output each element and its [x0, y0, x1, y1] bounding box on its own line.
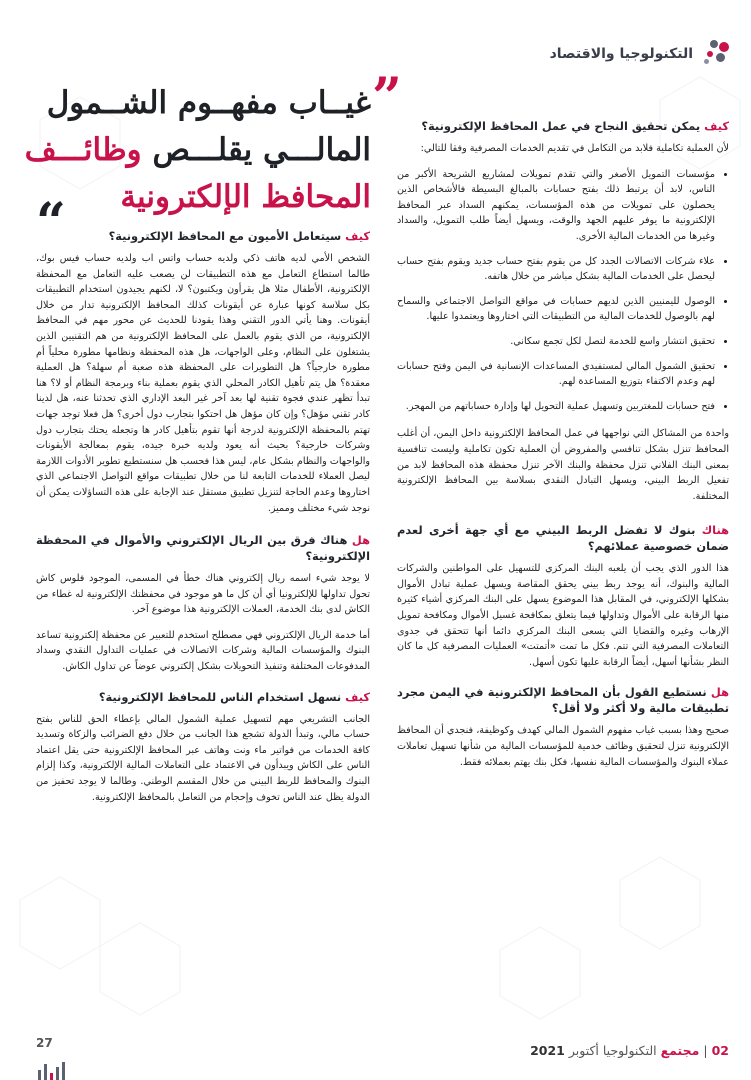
footer-name: التكنولوجيا	[602, 1043, 657, 1058]
title-line-2b: وظائـــف	[24, 132, 142, 168]
paragraph: لا يوجد شيء اسمه ريال إلكتروني هناك خطأ في المسمى، الموجود فلوس كاش تحول تداولها للإلكترونيا أي أن كل ما هو موجود في محفظتك الإلكترونية له غطاء من الكاش لدى بنك الخدمة، العملات الإلكترونية هذا موضوع آخر.	[36, 573, 370, 616]
paragraph: الشخص الأمي لديه هاتف ذكي ولديه حساب واتس اب ولديه حساب فيس بوك، طالما استطاع التعامل مع هذه التطبيقات لن يصعب عليه التعامل مع المحفظة الإلكترونية، الأطفال مثلا هل يقرأون ويكتبون؟ لا، لكنهم يجيدون استخدام التطبيقات بكل سلاسة كونها عبارة عن أيقونات كذلك المحافظ الإلكترونية تدار من خلال أيقونات. وهنا يأتي الدور التقني وهذا يقودنا للحديث عن محور مهم في المحافظ الإلكترونية، من الذي يقوم بالعمل على المحافظ الإلكترونية من هم التقنيين الذين يشتغلون على النظام، وعلى الواجهات، هل هذه المحفظة ونظامها مطورة محلياً أم مطورة خارجياً؟ هل التطويرات على المحفظة هذه صعبة أم سهلة؟ هل العملية معقدة؟ هل يتم تأهيل الكادر المحلي الذي يقوم بعملية بناء وبرمجة النظام أو لا؟ هنا تبدأ تظهر عندي فجوة تقنية لها بعد آخر غير البعد الإداري الذي تحدثنا عنه، هل لدينا كادر تقني مؤهل؟ وإن كان مؤهل هل احتكوا بتجارب دول أخرى؟ هل فعلا توجد جهات تهتم بالمحفظة الإلكترونية لدرجة أنها تقوم بتأهيل كادر ها وتجعله يحتك بتجارب دول وشركات خارجية؟ بحيث أنه يعود ولديه خبرة جيده، يقوم بمعالجة الأيقونات والواجهات والنظام بشكل عام، ليس هذا فحسب هل سنستطيع تطوير الأدوات اللازمة ليصل العملاء للخدمات التابعة لنا من خلال تطبيقات مواقع التواصل الاجتماعي الذي اختاروها وعدم الحاجة لتنزيل تطبيق مستقل عند الإجابة على هذه التساؤلات يمكن أن نوجد شيء مختلف ومميز.	[36, 253, 370, 514]
paragraph: لأن العملية تكاملية فلابد من التكامل في تقديم الخدمات المصرفية وفقا للتالي:	[420, 143, 729, 154]
section-title: التكنولوجيا والاقتصاد	[549, 46, 693, 62]
bullet-list	[397, 167, 729, 415]
title-line-1: غيــاب مفهــوم الشــمول	[46, 85, 371, 121]
paragraph: صحيح وهذا بسبب غياب مفهوم الشمول المالي كهدف وكوظيفة، فنجدي أن المحافظ الإلكترونية تنزل لتحقيق وظائف خدمية للمؤسسات المالية من شأنها تسهيل تعاملات عملاء البنوك والمؤسسات المالية نفسها، فكل بنك يهتم بعملائه فقط.	[397, 725, 729, 768]
paragraph: هذا الدور الذي يجب أن يلعبه البنك المركزي للتسهيل على المواطنين والشركات المالية والبنوك، أنه يوجد ربط بيني يحقق المقاصة ويسهل عملية تبادل الأموال بشكلها الإلكتروني، في المقابل هذا الموضوع يسهل على البنك المركزي أشياء كثيرة منها الرقابة على الأموال وتداولها فيما يتعلق بمكافحة غسيل الأموال ومكافحة تمويل الإرهاب وغيره والقضايا التي يسعى البنك المركزي دائما أنها تتحقق في جدوى التعاملات المصرفية التي تتم. فكل ما تمت «أتمتت» العمليات المصرفية كل ما كان النظر بشأنها أسهل، أيضاً الرقابة عليها تكون أسهل.	[397, 563, 729, 668]
question-heading: كيف نسهل استخدام الناس للمحافظ الإلكترونية؟	[98, 689, 370, 704]
page-bars-icon	[38, 1062, 65, 1080]
quote-open-icon: ”	[372, 67, 402, 128]
article-title	[21, 80, 371, 221]
footer-year: 2021	[530, 1043, 565, 1058]
footer-page: 02	[711, 1043, 729, 1058]
bullet-item: • الوصول لليمنيين الذين لديهم حسابات في مواقع التواصل الاجتماعي والسماح لهم بالوصول للخدمات المالية من التطبيقات التي اختاروها ويعتمدوا عليها.	[397, 294, 715, 325]
question-heading: هل نستطيع القول بأن المحافظ الإلكترونية في اليمن مجرد تطبيقات مالية ولا أكثر ولا أقل؟	[397, 685, 729, 716]
question-heading: كيف سيتعامل الأميون مع المحافظ الإلكترونية؟	[108, 229, 370, 243]
title-line-2a: المالـــي يقلـــص	[152, 132, 371, 168]
quote-close-icon: “	[36, 192, 66, 253]
bullet-item: • تحقيق انتشار واسع للخدمة لتصل لكل تجمع سكاني.	[397, 334, 715, 350]
paragraph: أما خدمة الريال الإلكتروني فهي مصطلح استخدم للتعبير عن محفظة إلكترونية تساعد البنوك والمؤسسات المالية وشركات الاتصالات في عمليات التداول النقدي وسداد المدفوعات المختلفة وتنفيذ التحويلات بشكل إلكتروني عوضاً عن تداول الكاش.	[36, 629, 370, 673]
bullet-item: • علاء شركات الاتصالات الجدد كل من يقوم بفتح حساب جديد ويقوم بفتح حساب ليحصل على الخدمات المالية بشكل مباشر من خلال هاتفه.	[397, 254, 715, 285]
section-header	[550, 40, 729, 68]
bullet-item: • تحقيق الشمول المالي لمستفيدي المساعدات الإنسانية في اليمن وفتح حسابات لهم وعدم الاكتفاء بتوزيع المساعدة لهم.	[397, 359, 715, 390]
bullet-item: • مؤسسات التمويل الأصغر والتي تقدم تمويلات لمشاريع الشريحة الأكبر من الناس، لابد أن يرتبط ذلك بفتح حسابات بالمبالغ البسيطة فالأشخاص الذين يحصلون على تمويلات من هذه المؤسسات، يمكنهم السداد عبر المحافظ الإلكترونية ما يوفر عليهم الجهد والوقت، ويسهل أيضاً طلب التمويل، والسداد وغيرها من الخدمات المالية الأخرى.	[397, 167, 715, 245]
title-line-2	[21, 127, 371, 174]
title-line-3: المحافظ الإلكترونية	[120, 179, 371, 215]
section-logo-icon	[701, 40, 729, 68]
paragraph: الجانب التشريعي مهم لتسهيل عملية الشمول المالي بإعطاء الحق للناس بفتح حساب مالي، وتبدأ الدولة تشجع هذا الجانب من خلال دفع الضرائب والزكاة وتسديد كافة الخدمات من فواتير ماء ونت وهاتف عبر المحافظ الإلكترونية حتى يقل اعتماد الناس على الكاش ويبدأون في الاعتماد على التعاملات المالية الإلكترونية، وكذا إلزام البنوك والمحافظ للربط البيني من خلال المقسم الوطني. وطالما لا يوجد تحفيز من الدولة يظل عند الناس تخوف وإحجام من التعامل بالمحافظ الإلكترونية.	[36, 713, 370, 803]
footer-magazine: مجتمع	[660, 1043, 700, 1058]
footer-separator: |	[703, 1043, 708, 1058]
question-heading: كيف يمكن تحقيق النجاح في عمل المحافظ الإلكترونية؟	[421, 119, 729, 133]
page-number: 27	[36, 1036, 53, 1050]
question-heading: هل هناك فرق بين الريال الإلكتروني والأموال في المحفظة الإلكترونية؟	[36, 533, 370, 564]
question-heading: هناك بنوك لا تفضل الربط البيني مع أي جهة أخرى لعدم ضمان خصوصية عملائهم؟	[397, 523, 729, 554]
left-column	[36, 228, 370, 815]
paragraph: واحدة من المشاكل التي نواجهها في عمل المحافظ الإلكترونية داخل اليمن، أن أغلب المحافظ تنزل بشكل تنافسي والمفروض أن العملية تكون تكاملية وليست تنافسية بمعنى البنك الفلاني تنزل محفظة والبنك الآخر تنزل محفظة هذه المحافظ لابد من تفعيل الربط البيني، ويسهل التبادل النقدي بسلاسة بين المحافظ الإلكترونية المختلفة.	[397, 428, 729, 502]
page-footer	[530, 1043, 729, 1058]
right-column	[397, 118, 729, 780]
bullet-item: • فتح حسابات للمغتربين وتسهيل عملية التحويل لها وإدارة حساباتهم من المهجر.	[397, 399, 715, 415]
footer-month: أكتوبر	[568, 1043, 599, 1058]
